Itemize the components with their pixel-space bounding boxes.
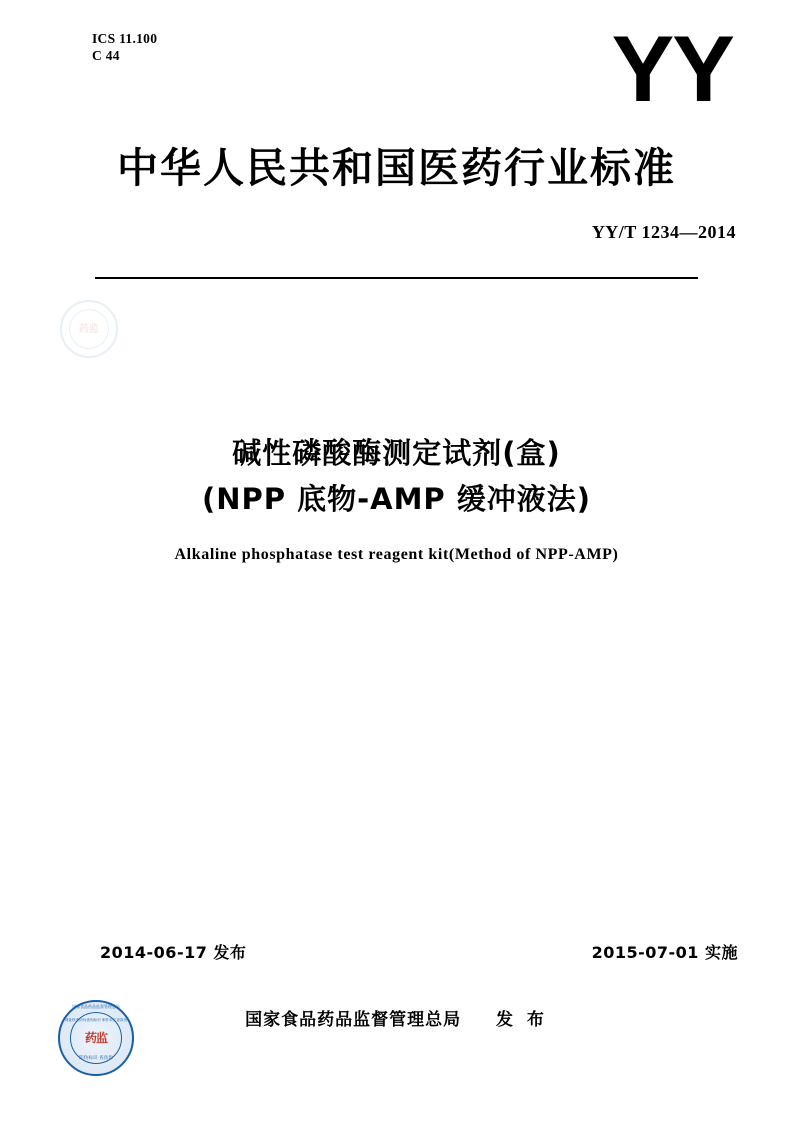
horizontal-divider: [95, 277, 698, 279]
implementation-date: 2015-07-01 实施: [591, 943, 738, 962]
yy-logo: YY: [611, 16, 733, 121]
issue-date: 2014-06-17 发布: [100, 943, 247, 962]
seal-mid-text: 网址核查防伪查询标识 制作单位查真伪: [64, 1018, 128, 1022]
watermark-core-text: 药监: [79, 324, 99, 335]
title-chinese-line-2: (NPP 底物-AMP 缓冲液法): [201, 482, 592, 516]
issued-label: 发 布: [496, 1010, 548, 1030]
watermark-seal-icon: [60, 300, 120, 360]
ics-line-1: ICS 11.100: [92, 31, 158, 46]
document-title-block: [0, 430, 793, 564]
page-title: 中华人民共和国医药行业标准: [117, 144, 676, 192]
title-chinese-line-1: 碱性磷酸酶测定试剂(盒): [232, 436, 561, 470]
title-english: Alkaline phosphatase test reagent kit(Method of NPP-AMP): [174, 546, 619, 563]
standard-number: YY/T 1234—2014: [591, 222, 736, 242]
seal-bottom-text: 防伪标识 查真伪: [79, 1056, 113, 1061]
publisher-name: 国家食品药品监督管理总局: [245, 1010, 462, 1030]
official-seal-icon: [58, 1000, 138, 1080]
seal-top-text: 国家食品药品监督管理总局: [72, 1004, 120, 1009]
seal-core-text: 药监: [84, 1031, 107, 1045]
ics-line-2: C 44: [92, 48, 120, 63]
ics-classification-block: [92, 30, 157, 64]
